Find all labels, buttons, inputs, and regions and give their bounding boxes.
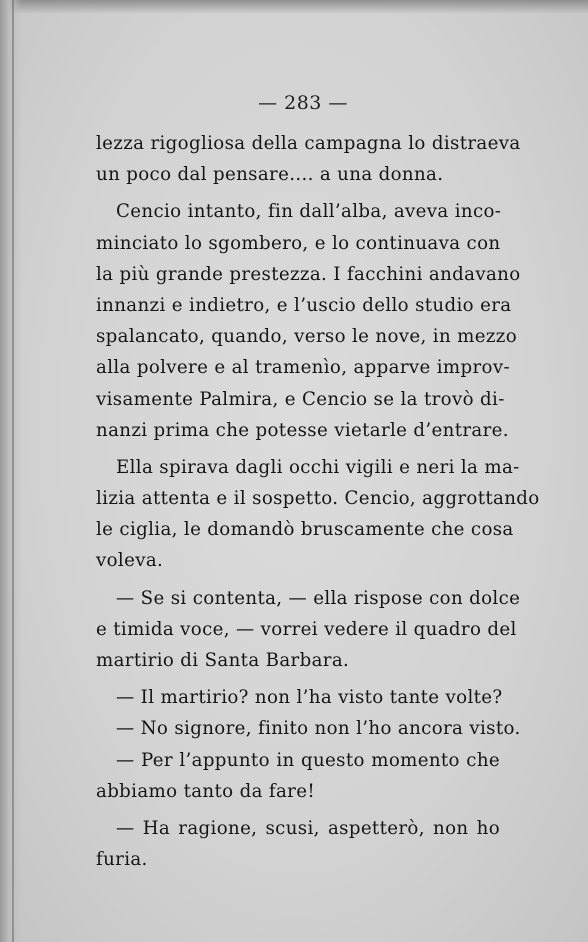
text-line: Cencio intanto, fin dall’alba, aveva inco- xyxy=(116,201,502,223)
text-line: un poco dal pensare.... a una donna. xyxy=(96,164,444,186)
text-line: nanzi prima che potesse vietarle d’entrare. xyxy=(96,419,509,441)
text-line: alla polvere e al tramenìo, apparve improv- xyxy=(96,357,510,379)
text-line: le ciglia, le domandò bruscamente che cosa xyxy=(96,519,514,541)
text-line: — Ha ragione, scusi, aspetterò, non ho xyxy=(116,817,500,839)
text-line: voleva. xyxy=(96,550,164,572)
text-line: — No signore, finito non l’ho ancora visto. xyxy=(116,718,521,740)
page-binding-edge xyxy=(12,0,14,942)
text-line: martirio di Santa Barbara. xyxy=(96,650,350,671)
text-line: Ella spirava dagli occhi vigili e neri la ma- xyxy=(116,456,520,478)
text-line: lezza rigogliosa della campagna lo distraeva xyxy=(96,133,521,154)
text-line: abbiamo tanto da fare! xyxy=(96,780,315,802)
text-line: — Se si contenta, — ella rispose con dolce xyxy=(116,587,521,609)
page-binding-shadow xyxy=(0,0,22,942)
text-line: — Per l’appunto in questo momento che xyxy=(116,749,500,771)
text-line: la più grande prestezza. I facchini andavano xyxy=(96,263,521,285)
text-line: — Il martirio? non l’ha visto tante volte? xyxy=(116,687,503,709)
text-line: visamente Palmira, e Cencio se la trovò di- xyxy=(96,388,505,410)
text-line: spalancato, quando, verso le nove, in mezzo xyxy=(96,326,518,348)
page-top-shadow xyxy=(0,0,588,14)
page-number: — 283 — xyxy=(258,92,348,114)
body-text xyxy=(96,128,540,875)
text-line: innanzi e indietro, e l’uscio dello studio era xyxy=(96,294,512,316)
text-line: lizia attenta e il sospetto. Cencio, aggrottando xyxy=(96,488,540,510)
text-line: furia. xyxy=(96,849,148,871)
text-line: e timida voce, — vorrei vedere il quadro del xyxy=(96,618,517,640)
text-line: minciato lo sgombero, e lo continuava con xyxy=(96,232,501,254)
